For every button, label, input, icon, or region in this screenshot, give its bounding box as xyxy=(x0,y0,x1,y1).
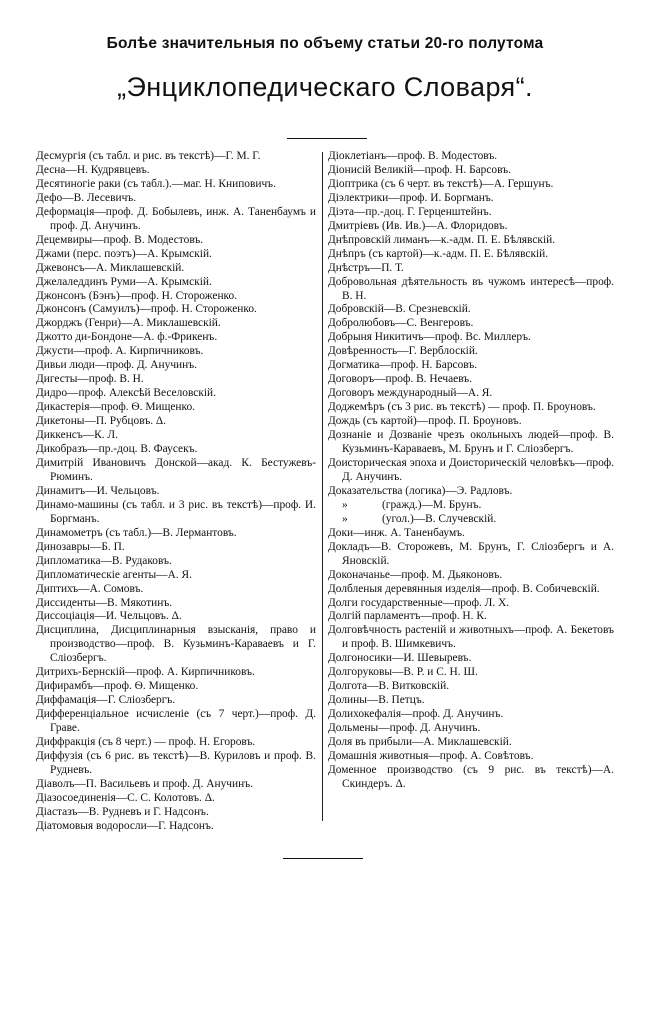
article-entry: Джонсонъ (Бэнъ)—проф. Н. Стороженко. xyxy=(36,289,238,302)
article-entry: Динамитъ—И. Чельцовъ. xyxy=(36,484,160,497)
right-column xyxy=(328,150,614,792)
article-entry: Догматика—проф. Н. Барсовъ. xyxy=(328,359,478,372)
article-entry: Диффракція (съ 8 черт.) — проф. Н. Егоровъ. xyxy=(36,736,256,749)
article-entry: Деформація—проф. Д. Бобылевъ, инж. А. Таненбаумъ и проф. Д. Анучинъ. xyxy=(36,205,316,232)
article-entry: Доджемѣръ (съ 3 рис. въ текстѣ) — проф. П. Броуновъ. xyxy=(328,401,596,414)
article-entry: Долгій парламентъ—проф. Н. К. xyxy=(328,610,487,623)
article-entry: Діаволъ—П. Васильевъ и проф. Д. Анучинъ. xyxy=(36,777,253,790)
article-entry: Дикетоны—П. Рубцовъ. Δ. xyxy=(36,415,167,428)
article-entry: Долины—В. Петцъ. xyxy=(328,694,425,707)
article-entry: Дивьи люди—проф. Д. Анучинъ. xyxy=(36,359,197,372)
article-entry: Динозавры—Б. П. xyxy=(36,540,125,553)
article-entry: Доконачанье—проф. М. Дьяконовъ. xyxy=(328,568,503,581)
article-entry: Диссиденты—В. Мякотинъ. xyxy=(36,596,173,609)
article-entry: Діастазъ—В. Рудневъ и Г. Надсонъ. xyxy=(36,805,209,818)
article-entry: Діазосоединенія—С. С. Колотовъ. Δ. xyxy=(36,791,215,804)
article-entry: Диффамація—Г. Сліозбергъ. xyxy=(36,694,176,707)
article-entry: Довѣренность—Г. Верблоскій. xyxy=(328,345,478,358)
article-entry: Дикобразъ—пр.-доц. В. Фаусекъ. xyxy=(36,443,198,456)
article-entry: Долбленыя деревянныя изделія—проф. В. Собичевскій. xyxy=(328,582,600,595)
article-entry: Діоклетіанъ—проф. В. Модестовъ. xyxy=(328,150,498,162)
article-entry: Доисторическая эпоха и Доисторическій человѣкъ—проф. Д. Анучинъ. xyxy=(328,456,614,483)
article-entry: Долгоносики—И. Шевыревъ. xyxy=(328,652,472,665)
article-entry: Дознаніе и Дозваніе чрезъ окольныхъ людей—проф. В. Кузьминъ-Караваевъ, М. Брунъ и Г. Сліозбергъ. xyxy=(328,429,614,456)
article-entry: Дефо—В. Лесевичъ. xyxy=(36,191,137,204)
article-entry: Десмургія (съ табл. и рис. въ текстѣ)—Г. М. Г. xyxy=(36,150,261,162)
article-entry: Діатомовыя водоросли—Г. Надсонъ. xyxy=(36,819,214,832)
article-entry: Десятиногіе раки (съ табл.).—маг. Н. Книповичъ. xyxy=(36,177,276,190)
article-entry: Дипломатика—В. Рудаковъ. xyxy=(36,554,172,567)
column-divider xyxy=(322,152,323,821)
article-entry: Доменное производство (съ 9 рис. въ текстѣ)—А. Скиндеръ. Δ. xyxy=(328,763,614,790)
article-entry: Джонсонъ (Самуилъ)—проф. Н. Стороженко. xyxy=(36,303,257,316)
article-entry: Долгота—В. Витковскій. xyxy=(328,680,450,693)
article-entry: Джелаледдинъ Руми—А. Крымскій. xyxy=(36,275,212,288)
article-entry: Диптихъ—А. Сомовъ. xyxy=(36,582,144,595)
article-entry: Добровольная дѣятельность въ чужомъ интересѣ—проф. В. Н. xyxy=(328,275,614,302)
article-entry: Долговѣчность растеній и животныхъ—проф. А. Бекетовъ и проф. В. Шимкевичъ. xyxy=(328,624,614,651)
ditto-mark: » xyxy=(342,512,348,525)
article-entry: Джотто ди-Бондоне—А. ф.-Фрикенъ. xyxy=(36,331,218,344)
article-entry: Днѣстръ—П. Т. xyxy=(328,261,404,274)
article-entry: Договоръ международный—А. Я. xyxy=(328,387,493,400)
article-entry: Дидро—проф. Алексѣй Веселовскій. xyxy=(36,387,216,400)
article-entry: Динамо-машины (съ табл. и 3 рис. въ текстѣ)—проф. И. Боргманъ. xyxy=(36,498,316,525)
article-subentry: » (угол.)—В. Случевскій. xyxy=(342,512,497,525)
page-heading: Болѣе значительныя по объему статьи 20-го полутома xyxy=(106,35,544,52)
article-entry: Докладъ—В. Сторожевъ, М. Брунъ, Г. Сліозбергъ и А. Яновскій. xyxy=(328,540,614,567)
article-entry: Діонисій Великій—проф. Н. Барсовъ. xyxy=(328,163,511,176)
article-entry: Долгоруковы—В. Р. и С. Н. Ш. xyxy=(328,666,478,679)
ditto-mark: » xyxy=(342,498,348,511)
article-entry: Добровскій—В. Срезневскій. xyxy=(328,303,471,316)
article-entry: Доки—инж. А. Таненбаумъ. xyxy=(328,526,465,539)
article-entry: Днѣпровскій лиманъ—к.-адм. П. Е. Бѣлявскій. xyxy=(328,233,556,246)
page-subheading: „Энциклопедическаго Словаря“. xyxy=(117,72,533,102)
article-entry: Диссоціація—И. Чельцовъ. Δ. xyxy=(36,610,182,623)
article-entry: Дитрихъ-Бернскій—проф. А. Кирпичниковъ. xyxy=(36,666,255,679)
article-entry: Джусти—проф. А. Кирпичниковъ. xyxy=(36,345,204,358)
article-entry: Добрыня Никитичъ—проф. Вс. Миллеръ. xyxy=(328,331,531,344)
bottom-divider xyxy=(283,858,363,859)
article-entry: Джевонсъ—А. Миклашевскій. xyxy=(36,261,185,274)
article-entry: Дмитріевъ (Ив. Ив.)—А. Флоридовъ. xyxy=(328,219,508,232)
article-entry: Діоптрика (съ 6 черт. въ текстѣ)—А. Гершунъ. xyxy=(328,177,554,190)
article-entry: Дигесты—проф. В. Н. xyxy=(36,373,144,386)
article-entry: Диккенсъ—К. Л. xyxy=(36,429,119,442)
article-entry: Димитрій Ивановичъ Донской—акад. К. Бестужевъ-Рюминъ. xyxy=(36,456,316,483)
article-entry: Добролюбовъ—С. Венгеровъ. xyxy=(328,317,474,330)
article-entry: Днѣпръ (съ картой)—к.-адм. П. Е. Бѣлявскій. xyxy=(328,247,549,260)
article-entry: Джами (перс. поэтъ)—А. Крымскій. xyxy=(36,247,212,260)
article-entry: Дольмены—проф. Д. Анучинъ. xyxy=(328,722,481,735)
article-entry: Десна—Н. Кудрявцевъ. xyxy=(36,163,150,176)
article-entry: Джорджъ (Генри)—А. Миклашевскій. xyxy=(36,317,221,330)
top-divider xyxy=(287,138,367,139)
article-entry: Діэлектрики—проф. И. Боргманъ. xyxy=(328,191,494,204)
article-entry: Долги государственные—проф. Л. Х. xyxy=(328,596,510,609)
article-entry: Дикастерія—проф. Ѳ. Мищенко. xyxy=(36,401,195,414)
article-entry: Долихокефалія—проф. Д. Анучинъ. xyxy=(328,708,504,721)
article-entry: Дифирамбъ—проф. Ѳ. Мищенко. xyxy=(36,680,199,693)
article-entry: Домашнія животныя—проф. А. Совѣтовъ. xyxy=(328,749,534,762)
article-entry: Динамометръ (съ табл.)—В. Лермантовъ. xyxy=(36,526,237,539)
article-entry: Доля въ прибыли—А. Миклашевскій. xyxy=(328,736,512,749)
article-entry: Диффузія (съ 6 рис. въ текстѣ)—В. Куриловъ и проф. В. Рудневъ. xyxy=(36,749,316,776)
article-entry: Діэта—пр.-доц. Г. Герценштейнъ. xyxy=(328,205,492,218)
article-entry: Дождь (съ картой)—проф. П. Броуновъ. xyxy=(328,415,522,428)
article-entry: Дипломатическіе агенты—А. Я. xyxy=(36,568,192,581)
article-entry: Доказательства (логика)—Э. Радловъ. xyxy=(328,484,513,497)
left-column xyxy=(36,150,316,834)
article-entry: Дифференціальное исчисленіе (съ 7 черт.)—проф. Д. Граве. xyxy=(36,708,316,735)
article-subentry: » (гражд.)—М. Брунъ. xyxy=(342,498,482,511)
article-entry: Дисциплина, Дисциплинарныя взысканія, право и производство—проф. В. Кузьминъ-Караваевъ и Г. Сліозбергъ. xyxy=(36,624,316,665)
article-entry: Децемвиры—проф. В. Модестовъ. xyxy=(36,233,204,246)
article-entry: Договоръ—проф. В. Нечаевъ. xyxy=(328,373,473,386)
